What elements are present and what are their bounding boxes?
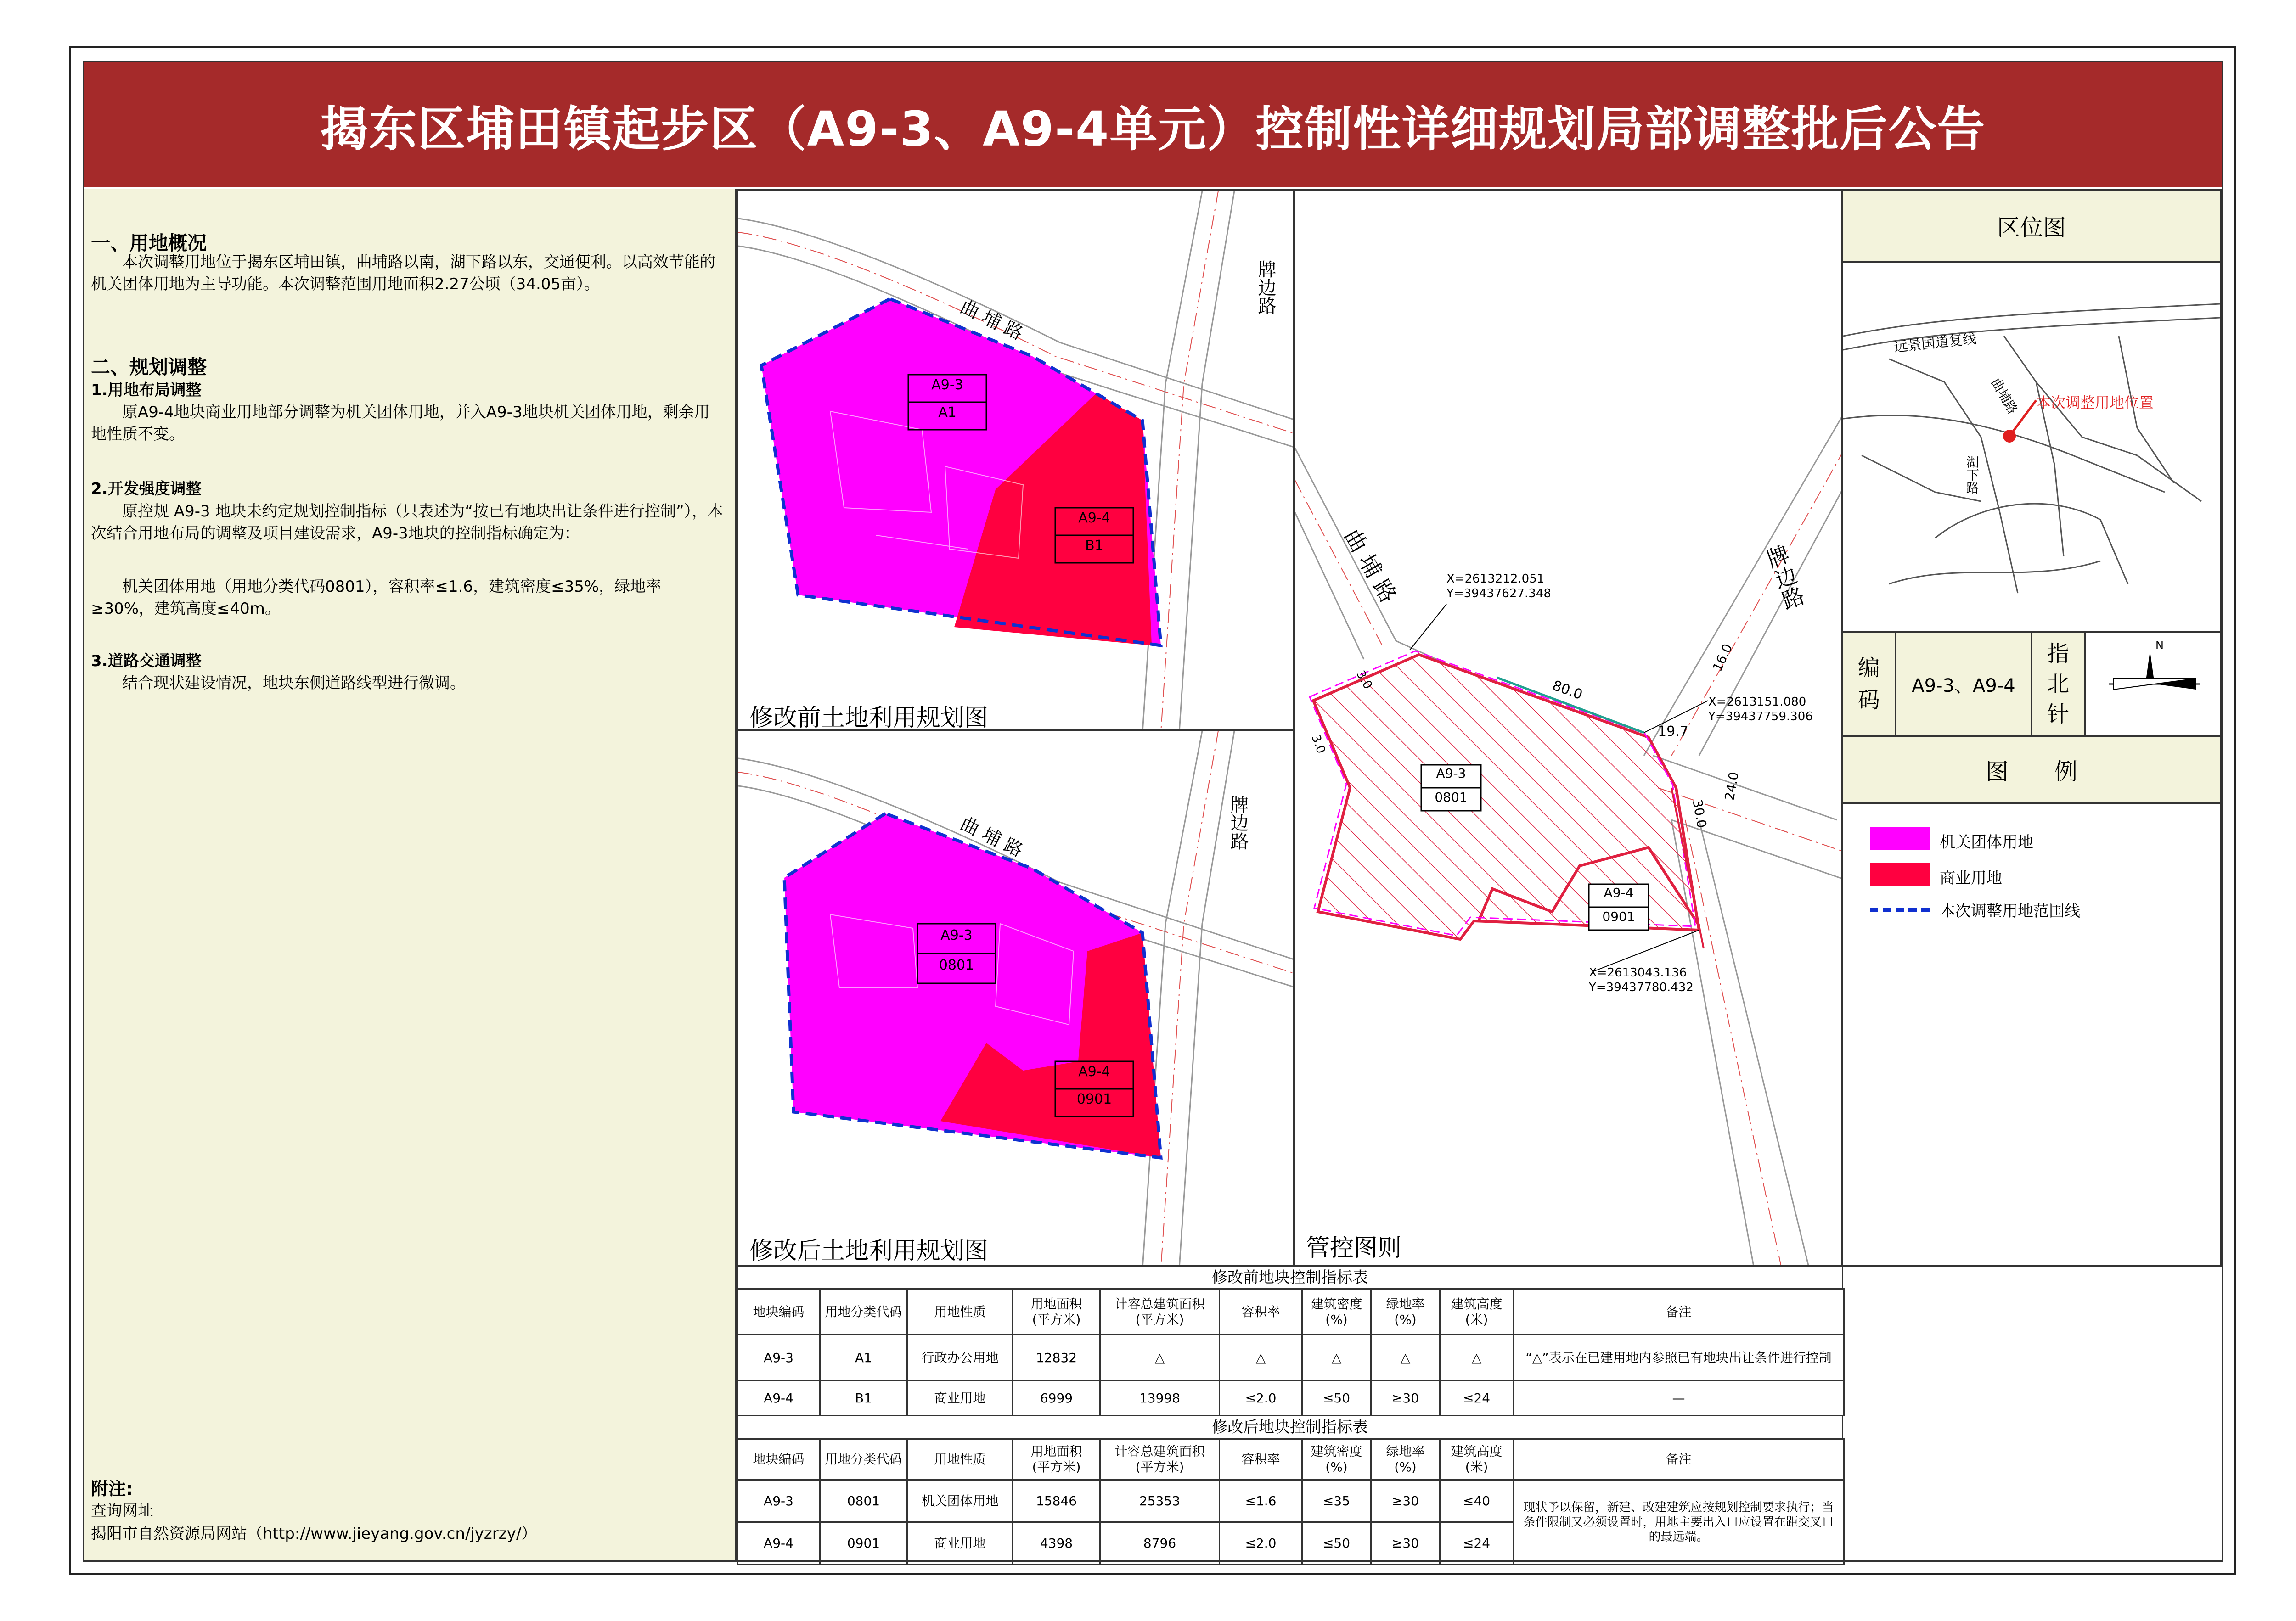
north-label: N (2155, 639, 2164, 652)
coord-2-y: Y=39437759.306 (1708, 710, 1813, 724)
after-map-title: 修改后土地利用规划图 (749, 1237, 989, 1265)
cell: A9-3 (737, 1335, 820, 1381)
table-row (737, 1480, 1844, 1522)
cell: △ (1302, 1335, 1371, 1381)
cell: ≤35 (1302, 1480, 1371, 1522)
after-a94-type: 0901 (1076, 1091, 1112, 1107)
section-1-title: 一、用地概况 (91, 232, 207, 254)
legend-label-boundary: 本次调整用地范围线 (1940, 902, 2080, 920)
cell: 4398 (1013, 1522, 1100, 1565)
cell: △ (1220, 1335, 1302, 1381)
cell: 机关团体用地 (907, 1480, 1013, 1522)
section-2-title: 二、规划调整 (91, 356, 207, 378)
th-green: 绿地率 (%) (1371, 1439, 1440, 1480)
cell: A9-4 (737, 1522, 820, 1565)
cell: 25353 (1100, 1480, 1220, 1522)
before-plan-map (737, 189, 1295, 731)
before-table-caption: 修改前地块控制指标表 (737, 1265, 1843, 1290)
control-a93-type: 0801 (1435, 790, 1468, 805)
cell: A1 (820, 1335, 907, 1381)
before-a94-code: A9-4 (1078, 510, 1110, 526)
table-row (737, 1335, 1844, 1381)
th-green: 绿地率 (%) (1371, 1289, 1440, 1335)
legend-header (1841, 735, 2222, 804)
th-area: 用地面积 (平方米) (1013, 1439, 1100, 1480)
legend-label-commercial: 商业用地 (1940, 869, 2002, 887)
th-land-use: 用地性质 (907, 1439, 1013, 1480)
section-2-2-text: 原控规 A9-3 地块未约定规划控制指标（只表述为“按已有地块出让条件进行控制”），本次结合用地布局的调整及项目建设需求，A9-3地块的控制指标确定为： (91, 502, 723, 543)
cell: A9-3 (737, 1480, 820, 1522)
before-control-table (737, 1288, 1845, 1416)
code-label-box (1841, 631, 1896, 737)
cell: ≤50 (1302, 1381, 1371, 1416)
code-value: A9-3、A9-4 (1912, 675, 2015, 696)
after-a93-type: 0801 (939, 957, 974, 973)
page-title: 揭东区埔田镇起步区（A9-3、A9-4单元）控制性详细规划局部调整批后公告 (320, 101, 1986, 157)
note-line-1: 查询网址 (91, 1502, 153, 1520)
dim-80: 80.0 (1550, 677, 1585, 703)
legend-swatch-government (1870, 827, 1930, 850)
legend-title: 图 例 (1986, 758, 2077, 785)
legend-swatch-commercial (1870, 863, 1930, 886)
cell: — (1514, 1381, 1844, 1416)
th-class-code: 用地分类代码 (820, 1289, 907, 1335)
th-floor-area: 计容总建筑面积 (平方米) (1100, 1289, 1220, 1335)
compass-label-box (2031, 631, 2086, 737)
after-control-table (737, 1438, 1845, 1565)
coord-1-y: Y=39437627.348 (1446, 587, 1551, 600)
cell: 商业用地 (907, 1381, 1013, 1416)
th-height: 建筑高度 (米) (1440, 1439, 1514, 1480)
legend (1841, 802, 2222, 1267)
th-remark: 备注 (1514, 1289, 1844, 1335)
compass-label: 指 北 针 (2047, 641, 2069, 727)
legend-swatch-boundary (1870, 908, 1930, 912)
section-1-text: 本次调整用地位于揭东区埔田镇，曲埔路以南，湖下路以东，交通便利。以高效节能的机关团体用地为主导功能。本次调整范围用地面积2.27公顷（34.05亩）。 (91, 253, 715, 293)
note-title: 附注: (91, 1479, 133, 1499)
dim-3b: 3.0 (1308, 733, 1328, 756)
th-density: 建筑密度 (%) (1302, 1439, 1371, 1480)
cell: ≥30 (1371, 1480, 1440, 1522)
loc-road-2: 曲埔路 (1988, 376, 2021, 417)
cell: △ (1100, 1335, 1220, 1381)
location-map-title: 区位图 (1997, 214, 2066, 241)
after-road-paibian: 牌边路 (1227, 795, 1249, 850)
before-a93-code: A9-3 (931, 377, 963, 393)
section-2-1-text: 原A9-4地块商业用地部分调整为机关团体用地，并入A9-3地块机关团体用地，剩余用地性质不变。 (91, 403, 710, 443)
th-land-use: 用地性质 (907, 1289, 1013, 1335)
coord-1-x: X=2613212.051 (1446, 572, 1545, 586)
th-remark: 备注 (1514, 1439, 1844, 1480)
after-plan-map (737, 729, 1295, 1267)
th-height: 建筑高度 (米) (1440, 1289, 1514, 1335)
cell: ≤24 (1440, 1522, 1514, 1565)
before-road-qupu: 曲 埔 路 (957, 296, 1026, 345)
code-label: 编 码 (1857, 655, 1880, 713)
control-road-qupu: 曲 埔 路 (1339, 525, 1401, 607)
cell: ≥30 (1371, 1381, 1440, 1416)
cell: 15846 (1013, 1480, 1100, 1522)
cell: 0801 (820, 1480, 907, 1522)
before-map-title: 修改前土地利用规划图 (749, 704, 989, 731)
section-2-1-title: 1.用地布局调整 (91, 381, 202, 399)
after-table-header (737, 1439, 1844, 1480)
section-2-2-title: 2.开发强度调整 (91, 480, 202, 498)
cell: B1 (820, 1381, 907, 1416)
cell: 行政办公用地 (907, 1335, 1013, 1381)
cell: ≤40 (1440, 1480, 1514, 1522)
control-map-title: 管控图则 (1306, 1234, 1402, 1262)
th-class-code: 用地分类代码 (820, 1439, 907, 1480)
cell: 0901 (820, 1522, 907, 1565)
th-density: 建筑密度 (%) (1302, 1289, 1371, 1335)
cell: 商业用地 (907, 1522, 1013, 1565)
control-road-paibian: 牌边路 (1760, 542, 1807, 613)
cell: ≤1.6 (1220, 1480, 1302, 1522)
cell: △ (1371, 1335, 1440, 1381)
dim-3a: 3.0 (1353, 668, 1375, 692)
north-arrow (2084, 631, 2222, 737)
after-road-qupu: 曲 埔 路 (957, 813, 1026, 862)
location-map (1841, 261, 2222, 633)
note-line-2: 揭阳市自然资源局网站（http://www.jieyang.gov.cn/jyzrzy/） (91, 1525, 537, 1543)
dim-16: 16.0 (1710, 641, 1736, 674)
cell: 12832 (1013, 1335, 1100, 1381)
before-a94-type: B1 (1085, 538, 1103, 554)
loc-road-1: 远景国道复线 (1893, 331, 1977, 356)
code-value-box (1895, 631, 2032, 737)
before-table-header (737, 1289, 1844, 1335)
th-parcel: 地块编码 (737, 1289, 820, 1335)
cell: “△”表示在已建用地内参照已有地块出让条件进行控制 (1514, 1335, 1844, 1381)
cell: ≤50 (1302, 1522, 1371, 1565)
dim-24: 24.0 (1722, 770, 1742, 802)
before-a93-type: A1 (938, 404, 957, 421)
section-2-2-text2: 机关团体用地（用地分类代码0801），容积率≤1.6，建筑密度≤35%，绿地率≥30%，建筑高度≤40m。 (91, 578, 662, 618)
control-a94-type: 0901 (1602, 909, 1635, 924)
cell: 13998 (1100, 1381, 1220, 1416)
dim-19: 19.7 (1658, 724, 1688, 740)
cell: A9-4 (737, 1381, 820, 1416)
section-2-3-title: 3.道路交通调整 (91, 652, 202, 670)
control-map (1293, 189, 1843, 1267)
control-a93-code: A9-3 (1436, 766, 1466, 781)
coord-2-x: X=2613151.080 (1708, 695, 1806, 709)
location-map-header (1841, 189, 2222, 263)
section-2-3-text: 结合现状建设情况，地块东侧道路线型进行微调。 (122, 674, 466, 692)
coord-3-x: X=2613043.136 (1589, 966, 1687, 980)
th-area: 用地面积 (平方米) (1013, 1289, 1100, 1335)
coord-3-y: Y=39437780.432 (1589, 981, 1694, 994)
th-far: 容积率 (1220, 1439, 1302, 1480)
legend-label-government: 机关团体用地 (1940, 833, 2033, 852)
cell: 现状予以保留，新建、改建建筑应按规划控制要求执行；当条件限制又必须设置时，用地主要出入口应设置在距交叉口的最远端。 (1514, 1480, 1844, 1565)
table-row (737, 1381, 1844, 1416)
after-table-caption: 修改后地块控制指标表 (737, 1415, 1843, 1440)
th-floor-area: 计容总建筑面积 (平方米) (1100, 1439, 1220, 1480)
title-bar (84, 62, 2222, 187)
cell: 6999 (1013, 1381, 1100, 1416)
control-a94-code: A9-4 (1604, 885, 1634, 900)
before-road-paibian: 牌边路 (1255, 260, 1276, 315)
loc-marker-label: 本次调整用地位置 (2036, 394, 2154, 411)
cell: ≤2.0 (1220, 1522, 1302, 1565)
cell: 8796 (1100, 1522, 1220, 1565)
dim-30: 30.0 (1689, 798, 1710, 830)
th-far: 容积率 (1220, 1289, 1302, 1335)
description-panel (84, 189, 737, 1560)
after-a94-code: A9-4 (1078, 1064, 1110, 1080)
cell: ≥30 (1371, 1522, 1440, 1565)
after-a93-code: A9-3 (940, 927, 973, 943)
cell: ≤24 (1440, 1381, 1514, 1416)
cell: ≤2.0 (1220, 1381, 1302, 1416)
cell: △ (1440, 1335, 1514, 1381)
loc-road-3: 湖下路 (1964, 455, 1980, 494)
th-parcel: 地块编码 (737, 1439, 820, 1480)
